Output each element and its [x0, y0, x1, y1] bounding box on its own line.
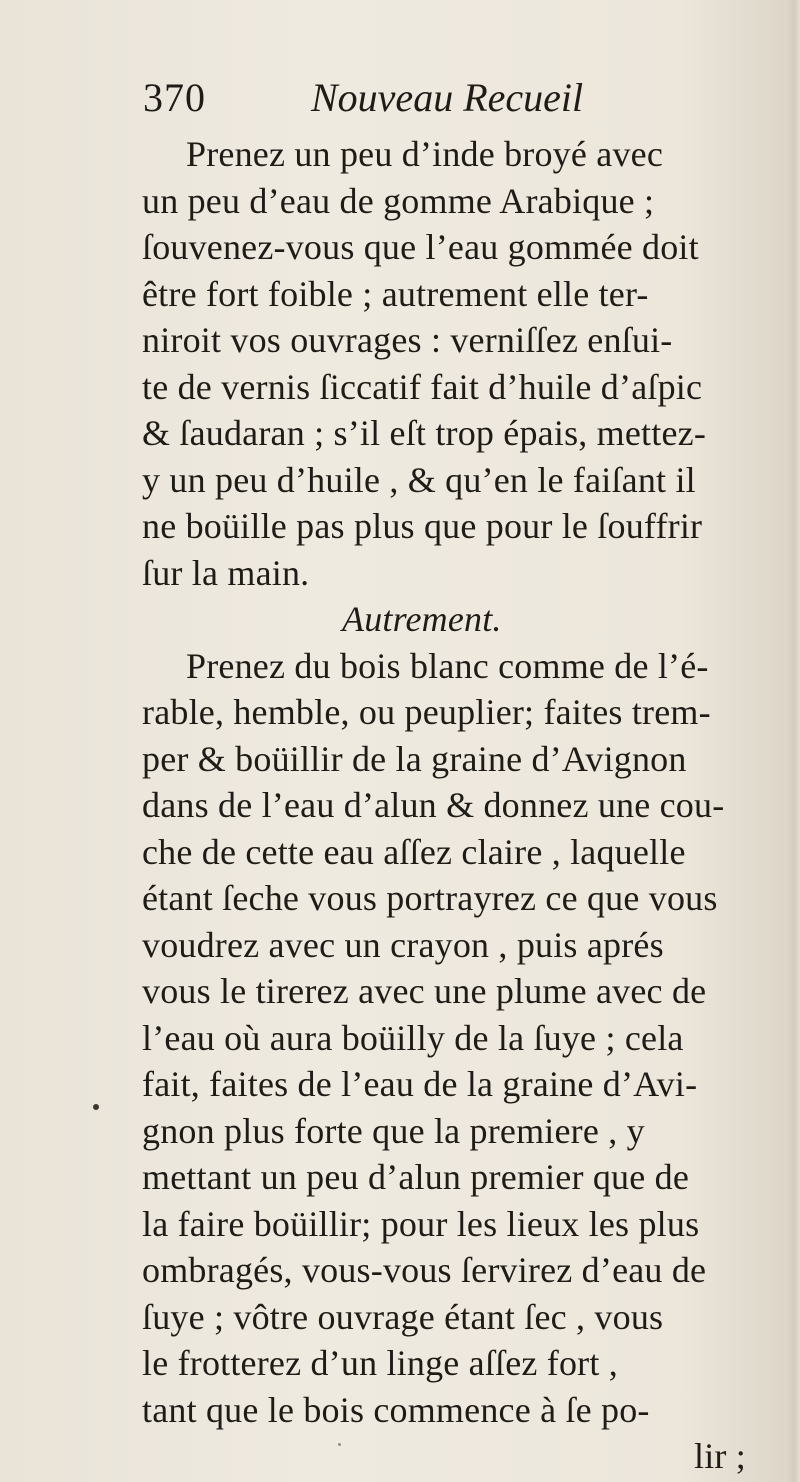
text-line: mettant un peu d’alun premier que de	[142, 1157, 690, 1197]
page-header	[143, 74, 703, 130]
text-line: niroit vos ouvrages : verniſſez enſui-	[142, 320, 673, 360]
text-line: che de cette eau aſſez claire , laquelle	[142, 831, 686, 872]
text-line: ſouvenez-vous que l’eau gommée doit	[142, 227, 699, 267]
ink-speck	[93, 1104, 99, 1110]
text-line: & ſaudaran ; s’il eſt trop épais, mettez-	[142, 413, 707, 453]
text-line: l’eau où aura boüilly de la ſuye ; cela	[142, 1017, 684, 1058]
text-line: tant que le bois commence à ſe po-	[142, 1389, 650, 1430]
section-heading: Autrement.	[342, 599, 502, 639]
text-line: ne boüille pas plus que pour le ſouffrir	[142, 506, 703, 546]
text-line: gnon plus forte que la premiere , y	[142, 1110, 645, 1151]
text-line: y un peu d’huile , & qu’en le faiſant il	[142, 459, 696, 500]
text-line: per & boüillir de la graine d’Avignon	[142, 738, 687, 779]
text-line: le frotterez d’un linge aſſez fort ,	[142, 1343, 618, 1383]
text-line: être fort foible ; autrement elle ter-	[142, 273, 649, 314]
running-title: Nouveau Recueil	[311, 75, 584, 120]
page-number: 370	[143, 75, 206, 120]
text-line: rable, hemble, ou peuplier; faites trem-	[142, 692, 711, 732]
text-line: un peu d’eau de gomme Arabique ;	[142, 180, 655, 221]
body-text	[142, 131, 792, 1480]
text-line: étant ſeche vous portrayrez ce que vous	[142, 878, 718, 918]
text-line: te de vernis ſiccatif fait d’huile d’aſpic	[142, 366, 703, 407]
text-line: voudrez avec un crayon , puis aprés	[142, 924, 664, 965]
ink-speck	[338, 1443, 341, 1446]
text-line: fait, faites de l’eau de la graine d’Avi-	[142, 1064, 698, 1104]
text-line: Prenez du bois blanc comme de l’é-	[186, 645, 709, 686]
catchword: lir ;	[694, 1436, 746, 1476]
text-line: dans de l’eau d’alun & donnez une cou-	[142, 785, 725, 825]
text-line: ſuye ; vôtre ouvrage étant ſec , vous	[142, 1296, 664, 1337]
text-line: ſur la main.	[142, 552, 310, 593]
text-line: Prenez un peu d’inde broyé avec	[186, 134, 663, 174]
text-line: ombragés, vous-vous ſervirez d’eau de	[142, 1250, 707, 1290]
text-line: vous le tirerez avec une plume avec de	[142, 971, 707, 1011]
text-line: la faire boüillir; pour les lieux les plus	[142, 1203, 700, 1244]
